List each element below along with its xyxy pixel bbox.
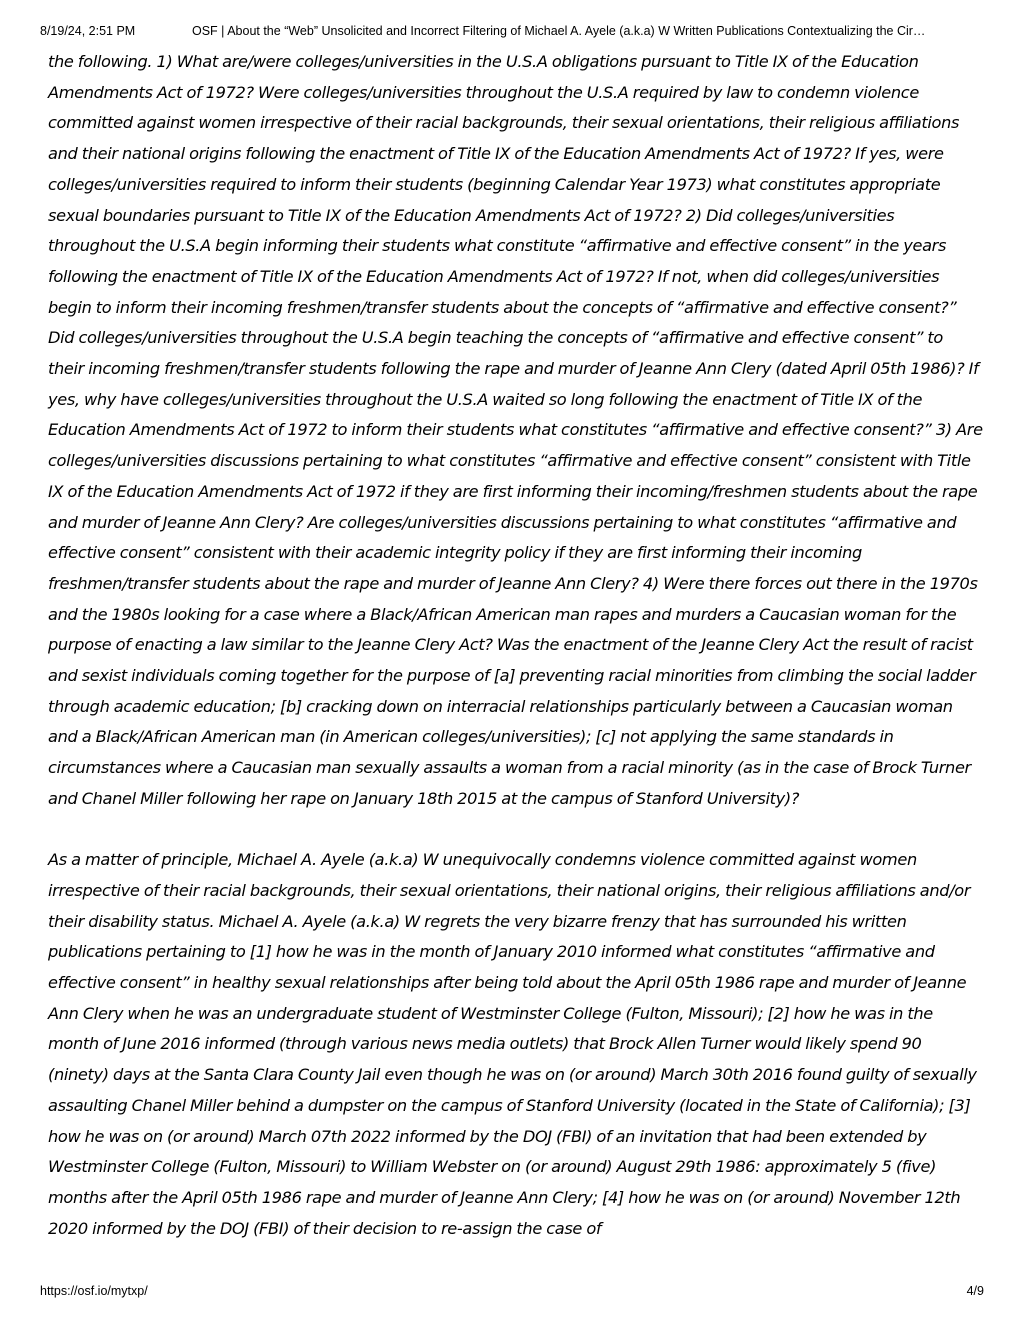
print-datetime: 8/19/24, 2:51 PM [40, 24, 136, 38]
print-footer [40, 1284, 984, 1298]
document-title: OSF | About the “Web” Unsolicited and Incorrect Filtering of Michael A. Ayele (a.k.a) W Written Publications Contextualizing the Cir… [192, 24, 926, 38]
page-url[interactable]: https://osf.io/mytxp/ [40, 1284, 148, 1298]
page-number: 4/9 [966, 1284, 984, 1298]
body-paragraph: the following. 1) What are/were colleges/universities in the U.S.A obligations pursuant to Title IX of the Education Amendments Act of 1972? Were colleges/universities throughout the U.S.A required by law to condemn violence committed against women irrespective of their racial backgrounds, their sexual orientations, their religious affiliations and their national origins following the enactment of Title IX of the Education Amendments Act of 1972? If yes, were colleges/universities required to inform their students (beginning Calendar Year 1973) what constitutes appropriate sexual boundaries pursuant to Title IX of the Education Amendments Act of 1972? 2) Did colleges/universities throughout the U.S.A begin informing their students what constitute “affirmative and effective consent” in the years following the enactment of Title IX of the Education Amendments Act of 1972? If not, when did colleges/universities begin to inform their incoming freshmen/transfer students about the concepts of “affirmative and effective consent?” Did colleges/universities throughout the U.S.A begin teaching the concepts of “affirmative and effective consent” to their incoming freshmen/transfer students following the rape and murder of Jeanne Ann Clery (dated April 05th 1986)? If yes, why have colleges/universities throughout the U.S.A waited so long following the enactment of Title IX of the Education Amendments Act of 1972 to inform their students what constitutes “affirmative and effective consent?” 3) Are colleges/universities discussions pertaining to what constitutes “affirmative and effective consent” consistent with Title IX of the Education Amendments Act of 1972 if they are first informing their incoming/freshmen students about the rape and murder of Jeanne Ann Clery? Are colleges/universities discussions pertaining to what constitutes “affirmative and effective consent” consistent with their academic integrity policy if they are first informing their incoming freshmen/transfer students about the rape and murder of Jeanne Ann Clery? 4) Were there forces out there in the 1970s and the 1980s looking for a case where a Black/African American man rapes and murders a Caucasian woman for the purpose of enacting a law similar to the Jeanne Clery Act? Was the enactment of the Jeanne Clery Act the result of racist and sexist individuals coming together for the purpose of [a] preventing racial minorities from climbing the social ladder through academic education; [b] cracking down on interracial relationships particularly between a Caucasian woman and a Black/African American man (in American colleges/universities); [c] not applying the same standards in circumstances where a Caucasian man sexually assaults a woman from a racial minority (as in the case of Brock Turner and Chanel Miller following her rape on January 18th 2015 at the campus of Stanford University)? [48, 52, 983, 808]
article-body [48, 47, 983, 1244]
print-header [40, 24, 984, 38]
body-paragraph: As a matter of principle, Michael A. Ayele (a.k.a) W unequivocally condemns violence committed against women irrespective of their racial backgrounds, their sexual orientations, their national origins, their religious affiliations and/or their disability status. Michael A. Ayele (a.k.a) W regrets the very bizarre frenzy that has surrounded his written publications pertaining to [1] how he was in the month of January 2010 informed what constitutes “affirmative and effective consent” in healthy sexual relationships after being told about the April 05th 1986 rape and murder of Jeanne Ann Clery when he was an undergraduate student of Westminster College (Fulton, Missouri); [2] how he was in the month of June 2016 informed (through various news media outlets) that Brock Allen Turner would likely spend 90 (ninety) days at the Santa Clara County Jail even though he was on (or around) March 30th 2016 found guilty of sexually assaulting Chanel Miller behind a dumpster on the campus of Stanford University (located in the State of California); [3] how he was on (or around) March 07th 2022 informed by the DOJ (FBI) of an invitation that had been extended by Westminster College (Fulton, Missouri) to William Webster on (or around) August 29th 1986: approximately 5 (five) months after the April 05th 1986 rape and murder of Jeanne Ann Clery; [4] how he was on (or around) November 12th 2020 informed by the DOJ (FBI) of their decision to re-assign the case of [48, 850, 977, 1238]
